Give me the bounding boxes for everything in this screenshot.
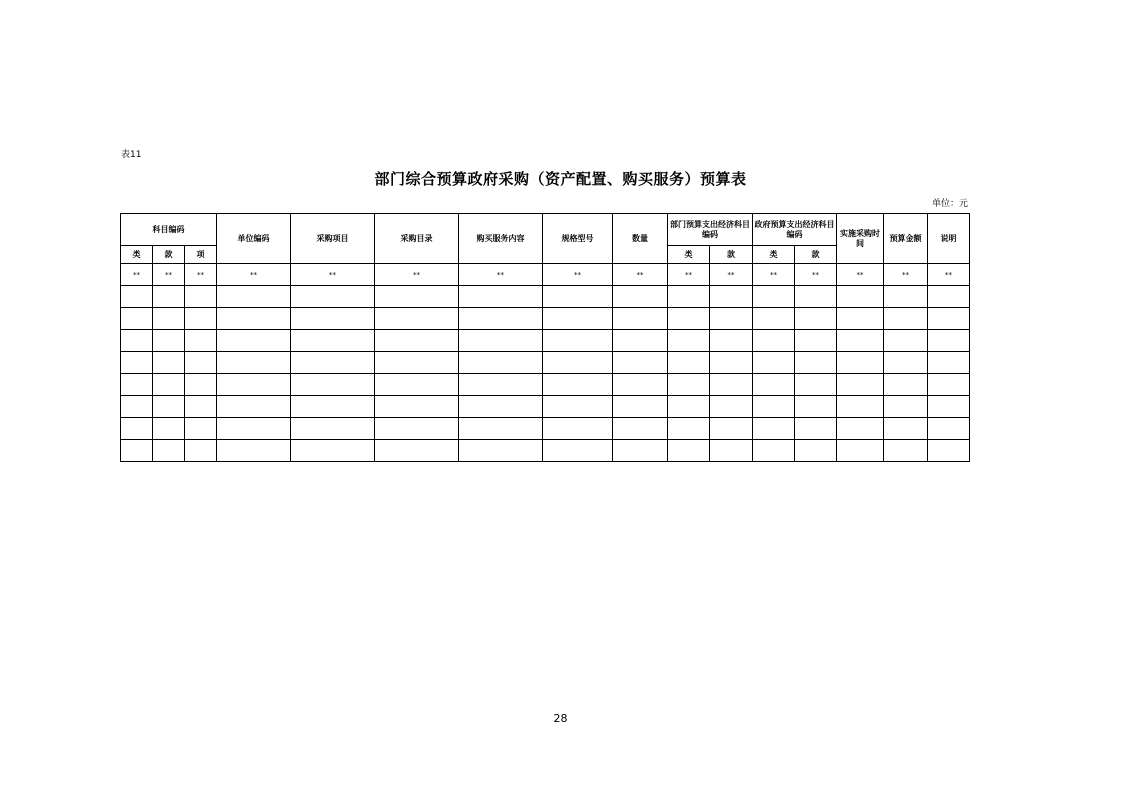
header-lei: 类 (121, 246, 153, 264)
header-service-content: 购买服务内容 (459, 214, 543, 264)
empty-rows (121, 286, 970, 462)
table-number: 表11 (121, 150, 142, 160)
table-cell (837, 352, 884, 374)
table-cell (185, 440, 217, 462)
table-cell (710, 374, 753, 396)
table-cell (884, 330, 928, 352)
table-cell (185, 286, 217, 308)
table-row (121, 286, 970, 308)
table-cell (884, 396, 928, 418)
table-cell (291, 308, 375, 330)
header-remarks: 说明 (928, 214, 970, 264)
table-cell (153, 418, 185, 440)
table-cell: ** (121, 264, 153, 286)
table-cell (710, 330, 753, 352)
table-cell (217, 308, 291, 330)
table-cell (459, 418, 543, 440)
table-cell (217, 440, 291, 462)
table-cell (543, 374, 613, 396)
table-cell (884, 286, 928, 308)
table-cell (668, 396, 710, 418)
header-gov-econ-code: 政府预算支出经济科目编码 (753, 214, 837, 246)
table-cell (543, 418, 613, 440)
table-cell (217, 418, 291, 440)
table-cell (375, 286, 459, 308)
table-row (121, 440, 970, 462)
table-cell (795, 308, 837, 330)
table-cell (837, 396, 884, 418)
table-cell: ** (375, 264, 459, 286)
table-cell (613, 286, 668, 308)
table-cell: ** (153, 264, 185, 286)
table-cell (459, 440, 543, 462)
table-cell (884, 418, 928, 440)
table-cell (710, 440, 753, 462)
table-cell (613, 374, 668, 396)
table-cell (543, 330, 613, 352)
table-cell (543, 440, 613, 462)
table-cell (837, 418, 884, 440)
table-cell (291, 286, 375, 308)
header-kuan: 款 (153, 246, 185, 264)
table-cell (753, 396, 795, 418)
table-row (121, 308, 970, 330)
table-cell (375, 352, 459, 374)
table-cell (153, 330, 185, 352)
table-cell (928, 418, 970, 440)
table-cell: ** (795, 264, 837, 286)
page-title: 部门综合预算政府采购（资产配置、购买服务）预算表 (374, 170, 747, 188)
table-cell (543, 396, 613, 418)
table-cell: ** (185, 264, 217, 286)
header-gov-lei: 类 (753, 246, 795, 264)
header-subject-code: 科目编码 (121, 214, 217, 246)
table-cell (375, 330, 459, 352)
table-cell (613, 352, 668, 374)
table-cell (121, 374, 153, 396)
table-cell (291, 396, 375, 418)
table-cell (668, 308, 710, 330)
table-cell (217, 374, 291, 396)
table-cell (375, 418, 459, 440)
table-cell (375, 396, 459, 418)
table-cell (837, 330, 884, 352)
header-gov-kuan: 款 (795, 246, 837, 264)
table-cell (928, 352, 970, 374)
table-cell (928, 440, 970, 462)
table-cell (613, 418, 668, 440)
table-cell (217, 286, 291, 308)
placeholder-row (121, 264, 970, 286)
table-cell (153, 396, 185, 418)
table-cell (928, 330, 970, 352)
header-dept-econ-code: 部门预算支出经济科目编码 (668, 214, 753, 246)
table-cell (668, 352, 710, 374)
table-cell (795, 418, 837, 440)
table-cell (928, 396, 970, 418)
table-cell (121, 330, 153, 352)
table-cell (795, 352, 837, 374)
table-cell (185, 374, 217, 396)
table-cell (710, 396, 753, 418)
table-cell (291, 330, 375, 352)
table-cell (459, 352, 543, 374)
table-cell (217, 330, 291, 352)
table-row (121, 418, 970, 440)
table-cell (185, 308, 217, 330)
table-cell (613, 440, 668, 462)
table-cell: ** (459, 264, 543, 286)
table-cell (121, 308, 153, 330)
unit-label: 单位：元 (931, 199, 968, 209)
table-cell (459, 374, 543, 396)
table-cell: ** (710, 264, 753, 286)
table-cell (543, 308, 613, 330)
table-cell (543, 352, 613, 374)
table-cell (153, 308, 185, 330)
table-cell (543, 286, 613, 308)
table-cell (459, 286, 543, 308)
table-cell (459, 308, 543, 330)
table-cell (795, 286, 837, 308)
table-cell (613, 308, 668, 330)
table-cell (710, 352, 753, 374)
table-cell (837, 440, 884, 462)
table-cell (185, 418, 217, 440)
table-cell (710, 418, 753, 440)
table-cell (217, 352, 291, 374)
table-cell (837, 308, 884, 330)
table-cell (668, 330, 710, 352)
table-cell (928, 374, 970, 396)
table-row (121, 396, 970, 418)
table-row (121, 374, 970, 396)
table-cell (153, 286, 185, 308)
header-unit-code: 单位编码 (217, 214, 291, 264)
table-cell (795, 440, 837, 462)
table-cell: ** (884, 264, 928, 286)
table-cell (291, 440, 375, 462)
table-cell: ** (753, 264, 795, 286)
table-cell (121, 286, 153, 308)
table-cell (928, 308, 970, 330)
table-cell (121, 418, 153, 440)
table-cell (459, 330, 543, 352)
table-cell: ** (613, 264, 668, 286)
table-cell: ** (928, 264, 970, 286)
table-cell (795, 374, 837, 396)
table-cell (668, 440, 710, 462)
table-cell (375, 374, 459, 396)
header-purchase-item: 采购项目 (291, 214, 375, 264)
table-cell (710, 308, 753, 330)
table-cell (185, 330, 217, 352)
header-purchase-catalog: 采购目录 (375, 214, 459, 264)
table-cell: ** (837, 264, 884, 286)
table-cell (153, 374, 185, 396)
table-cell (753, 308, 795, 330)
table-cell (121, 352, 153, 374)
table-cell (837, 374, 884, 396)
table-cell (121, 440, 153, 462)
table-cell (613, 330, 668, 352)
table-cell (217, 396, 291, 418)
table-cell (291, 418, 375, 440)
header-dept-lei: 类 (668, 246, 710, 264)
header-dept-kuan: 款 (710, 246, 753, 264)
table-cell (753, 352, 795, 374)
table-cell (710, 286, 753, 308)
table-cell: ** (217, 264, 291, 286)
table-cell: ** (668, 264, 710, 286)
table-cell (884, 308, 928, 330)
table-cell (153, 440, 185, 462)
table-cell (753, 440, 795, 462)
table-cell (459, 396, 543, 418)
table-cell (795, 396, 837, 418)
table-cell (668, 286, 710, 308)
table-cell (753, 330, 795, 352)
table-cell (884, 374, 928, 396)
table-cell (884, 440, 928, 462)
table-cell (753, 418, 795, 440)
table-cell (185, 396, 217, 418)
table-cell (837, 286, 884, 308)
table-row (121, 352, 970, 374)
table-cell (928, 286, 970, 308)
table-cell (185, 352, 217, 374)
header-budget-amount: 预算金额 (884, 214, 928, 264)
header-spec-model: 规格型号 (543, 214, 613, 264)
table-cell (375, 308, 459, 330)
table-cell (375, 440, 459, 462)
table-cell (153, 352, 185, 374)
table-row (121, 330, 970, 352)
table-cell (613, 396, 668, 418)
table-cell (884, 352, 928, 374)
page-number: 28 (553, 712, 568, 725)
table-cell (795, 330, 837, 352)
table-cell (753, 374, 795, 396)
table-cell (668, 418, 710, 440)
table-cell (291, 374, 375, 396)
table-cell (668, 374, 710, 396)
header-impl-time: 实施采购时间 (837, 214, 884, 264)
header-quantity: 数量 (613, 214, 668, 264)
budget-table (120, 213, 970, 462)
table-cell: ** (543, 264, 613, 286)
table-cell (121, 396, 153, 418)
table-cell (753, 286, 795, 308)
table-cell (291, 352, 375, 374)
header-xiang: 项 (185, 246, 217, 264)
table-cell: ** (291, 264, 375, 286)
